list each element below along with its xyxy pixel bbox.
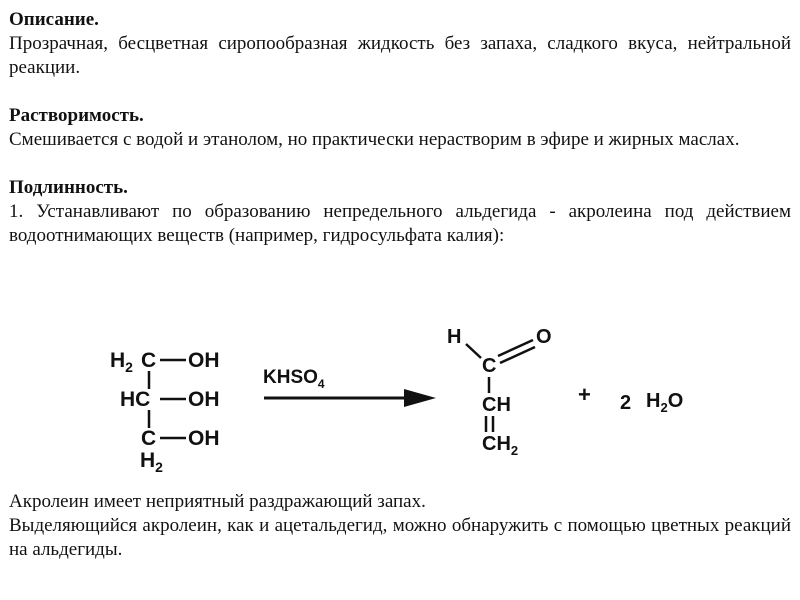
acrolein-c3: $CH_2$	[482, 433, 519, 458]
plus-sign: +	[578, 382, 591, 407]
authenticity-text: 1. Устанавливают по образованию непредельного альдегида - акролеина под действием водоотнимающих веществ (например, гидросульфата калия):	[9, 201, 791, 246]
glycerol-row3-right: OH	[188, 427, 220, 450]
description-text: Прозрачная, бесцветная сиропообразная жидкость без запаха, сладкого вкуса, нейтральной реакции.	[9, 33, 791, 78]
bond-line	[466, 344, 481, 358]
reaction-scheme	[0, 310, 800, 490]
footer-text	[9, 490, 791, 562]
glycerol-row2-left: HC	[120, 388, 151, 411]
reaction-arrow-group	[263, 367, 436, 407]
acrolein-h: H	[447, 326, 462, 348]
water-formula	[620, 390, 683, 415]
reagent-label: $KHSO_4$	[263, 367, 325, 391]
glycerol-row3-center: C	[141, 427, 157, 450]
acrolein-c2: CH	[482, 394, 511, 416]
acrolein-formula	[447, 326, 552, 458]
authenticity-heading: Подлинность.	[9, 177, 128, 198]
bond-line	[498, 340, 533, 356]
glycerol-row1-center: C	[141, 349, 157, 372]
glycerol-row1-right: OH	[188, 349, 220, 372]
water-formula-text: $H_2O$	[646, 390, 684, 415]
bond-line	[500, 347, 535, 363]
glycerol-formula	[110, 349, 220, 475]
glycerol-row4: $H_2$	[140, 449, 163, 475]
reaction-svg	[0, 310, 800, 490]
reaction-arrow-head	[404, 389, 436, 407]
solubility-heading: Растворимость.	[9, 105, 144, 126]
water-coefficient: 2	[620, 392, 632, 414]
acrolein-o: O	[536, 326, 552, 348]
description-heading: Описание.	[9, 9, 99, 30]
glycerol-row1-left: $H_2$	[110, 349, 133, 375]
footer-line-1: Акролеин имеет неприятный раздражающий запах.	[9, 491, 426, 512]
document-body	[9, 8, 791, 248]
acrolein-c1: C	[482, 355, 497, 377]
glycerol-row2-right: OH	[188, 388, 220, 411]
solubility-text: Смешивается с водой и этанолом, но практически нерастворим в эфире и жирных маслах.	[9, 129, 740, 150]
footer-line-2: Выделяющийся акролеин, как и ацетальдегид, можно обнаружить с помощью цветных реакций на альдегиды.	[9, 515, 791, 560]
